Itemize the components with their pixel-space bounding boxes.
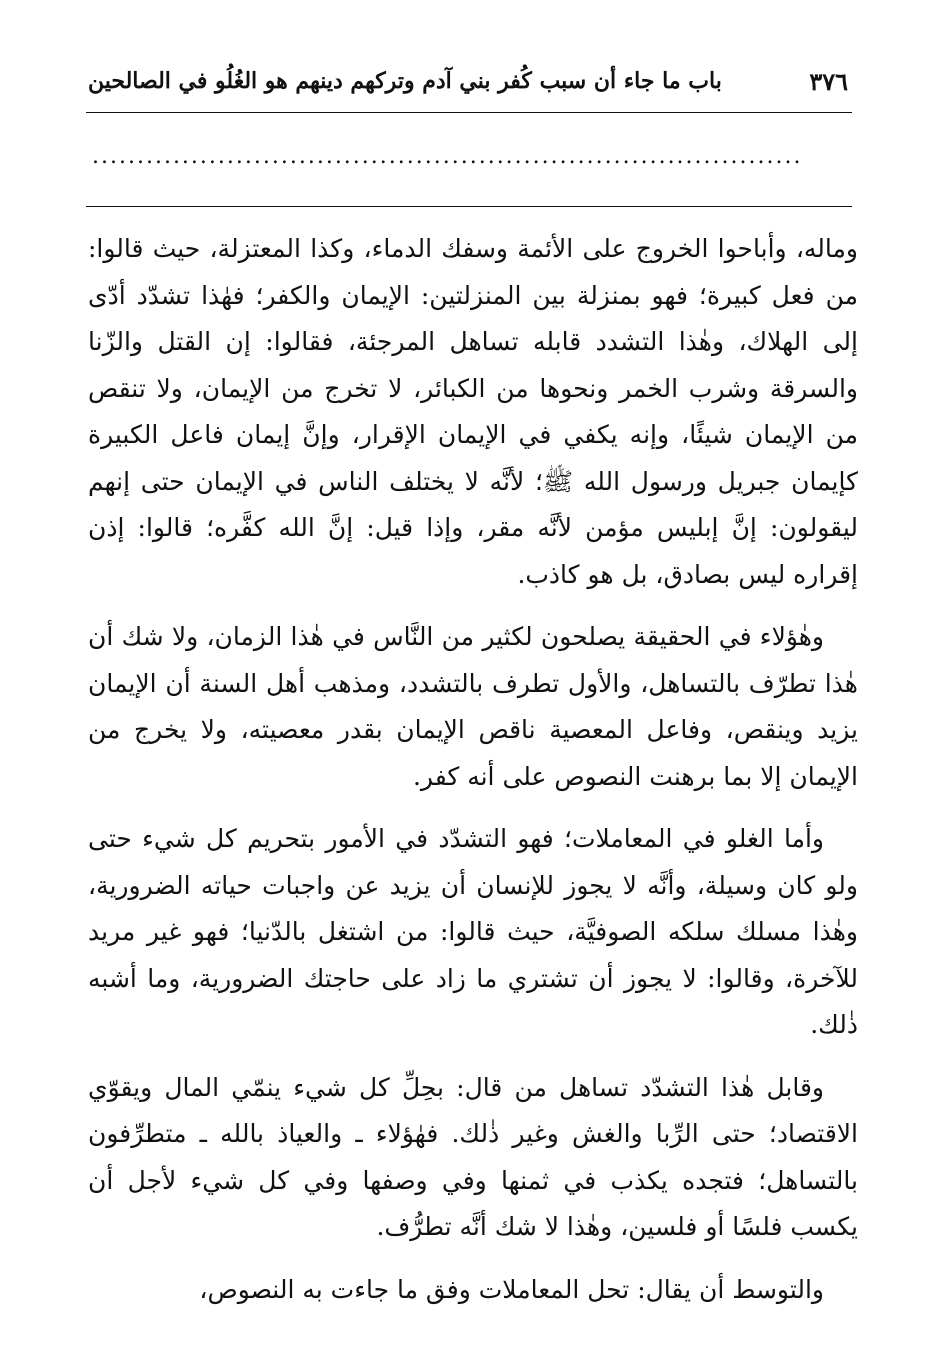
running-title: باب ما جاء أن سبب كُفر بني آدم وتركهم دينهم هو الغُلُو في الصالحين (88, 68, 722, 94)
paragraph: والتوسط أن يقال: تحل المعاملات وفق ما جاءت به النصوص، (199, 1274, 824, 1304)
paragraph: وأما الغلو في المعاملات؛ فهو التشدّد في الأمور بتحريم كل شيء حتى ولو كان وسيلة، وأنَّه لا يجوز للإنسان أن يزيد عن واجبات حياته الضرورية، وهٰذا مسلك سلكه الصوفيَّة، حيث قالوا: من اشتغل بالدّنيا؛ فهو غير مريد للآخرة، وقالوا: لا يجوز أن تشتري ما زاد على حاجتك الضرورية، وما أشبه ذٰلك. (88, 824, 858, 1039)
paragraph: وهٰؤلاء في الحقيقة يصلحون لكثير من النَّاس في هٰذا الزمان، ولا شك أن هٰذا تطرّف بالتساهل، والأول تطرف بالتشدد، ومذهب أهل السنة أن الإيمان يزيد وينقص، وفاعل المعصية ناقص الإيمان بقدر معصيته، ولا يخرج من الإيمان إلا بما برهنت النصوص على أنه كفر. (88, 622, 858, 791)
paragraph: وماله، وأباحوا الخروج على الأئمة وسفك الدماء، وكذا المعتزلة، حيث قالوا: من فعل كبيرة؛ فهو بمنزلة بين المنزلتين: الإيمان والكفر؛ فهٰذا تشدّد أدّى إلى الهلاك، وهٰذا التشدد قابله تساهل المرجئة، فقالوا: إن القتل والزّنا والسرقة وشرب الخمر ونحوها من الكبائر، لا تخرج من الإيمان، ولا تنقص من الإيمان شيئًا، وإنه يكفي في الإيمان الإقرار، وإنَّ إيمان فاعل الكبيرة كإيمان جبريل ورسول الله ﷺ؛ لأنَّه لا يختلف الناس في الإيمان حتى إنهم ليقولون: إنَّ إبليس مؤمن لأنَّه مقر، وإذا قيل: إنَّ الله كفَّره؛ قالوا: إذن إقراره ليس بصادق، بل هو كاذب. (88, 234, 858, 589)
body-text (88, 226, 858, 1329)
section-rule (86, 206, 852, 207)
paragraph: وقابل هٰذا التشدّد تساهل من قال: بحِلِّ كل شيء ينمّي المال ويقوّي الاقتصاد؛ حتى الرِّبا والغش وغير ذٰلك. فهٰؤلاء ـ والعياذ بالله ـ متطرِّفون بالتساهل؛ فتجده يكذب في ثمنها وفي وصفها وفي كل شيء لأجل أن يكسب فلسًا أو فلسين، وهٰذا لا شك أنَّه تطرُّف. (88, 1072, 858, 1241)
footnote-separator-dots: ............................................................................... (92, 144, 803, 169)
page-number: ٣٧٦ (809, 66, 848, 96)
page-header (88, 58, 854, 104)
header-rule (86, 112, 852, 113)
